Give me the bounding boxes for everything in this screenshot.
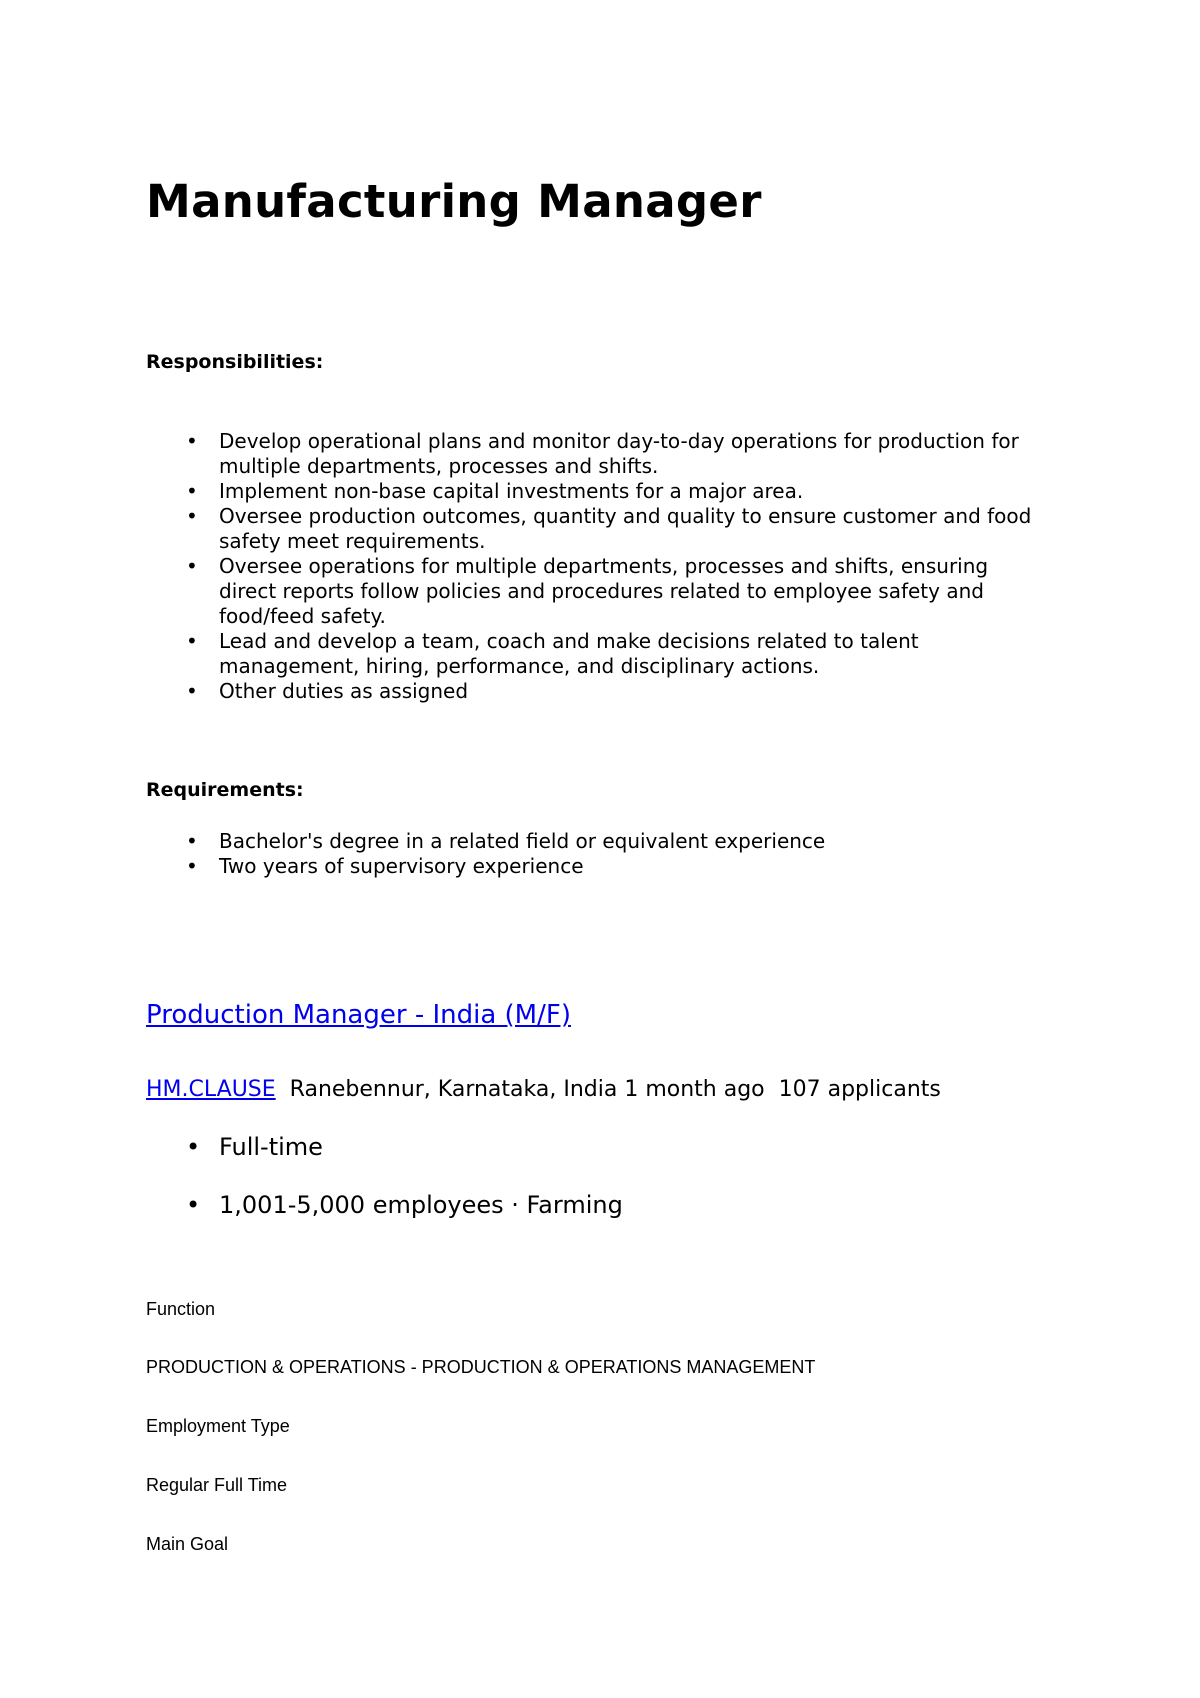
company-link[interactable]: HM.CLAUSE xyxy=(146,1077,276,1102)
responsibility-text: Lead and develop a team, coach and make decisions related to talent management, hiring, performance, and disciplinary actions. xyxy=(219,629,919,678)
job-title-link[interactable]: Production Manager - India (M/F) xyxy=(146,1000,571,1030)
bullet-icon: • xyxy=(186,554,198,578)
job-tag-item xyxy=(146,1189,623,1221)
responsibility-item xyxy=(146,629,1046,679)
responsibility-text: Oversee operations for multiple departments, processes and shifts, ensuring direct reports follow policies and procedures related to employee safety and food/feed safety. xyxy=(219,554,989,628)
function-label: Function xyxy=(146,1299,216,1319)
bullet-icon: • xyxy=(186,479,198,503)
bullet-icon: • xyxy=(186,854,198,878)
job-tags-list xyxy=(146,1131,623,1247)
job-applicants-count: 107 applicants xyxy=(778,1077,941,1102)
job-posted-time: 1 month ago xyxy=(624,1077,765,1102)
job-tag-item xyxy=(146,1131,623,1163)
job-tag-text: Full-time xyxy=(219,1133,323,1161)
bullet-icon: • xyxy=(186,1133,201,1161)
responsibility-item xyxy=(146,479,1046,504)
responsibilities-list xyxy=(146,429,1046,704)
bullet-icon: • xyxy=(186,629,198,653)
employment-type-value: Regular Full Time xyxy=(146,1475,288,1495)
main-goal-label: Main Goal xyxy=(146,1534,229,1554)
requirements-heading: Requirements: xyxy=(146,779,304,801)
responsibility-item xyxy=(146,504,1046,554)
responsibility-text: Other duties as assigned xyxy=(219,679,469,703)
responsibility-text: Develop operational plans and monitor day-to-day operations for production for multiple departments, processes and shifts. xyxy=(219,429,1019,478)
responsibility-text: Oversee production outcomes, quantity and quality to ensure customer and food safety meet requirements. xyxy=(219,504,1032,553)
requirement-item xyxy=(146,854,1046,879)
bullet-icon: • xyxy=(186,504,198,528)
responsibilities-heading: Responsibilities: xyxy=(146,351,324,373)
bullet-icon: • xyxy=(186,429,198,453)
requirement-text: Two years of supervisory experience xyxy=(219,854,584,878)
function-value: PRODUCTION & OPERATIONS - PRODUCTION & OPERATIONS MANAGEMENT xyxy=(146,1357,816,1377)
bullet-icon: • xyxy=(186,829,198,853)
bullet-icon: • xyxy=(186,1191,201,1219)
responsibility-item xyxy=(146,554,1046,629)
job-tag-text: 1,001-5,000 employees · Farming xyxy=(219,1191,623,1219)
page-title: Manufacturing Manager xyxy=(146,175,762,228)
requirement-text: Bachelor's degree in a related field or equivalent experience xyxy=(219,829,826,853)
responsibility-text: Implement non-base capital investments for a major area. xyxy=(219,479,804,503)
requirements-list xyxy=(146,829,1046,879)
responsibility-item xyxy=(146,679,1046,704)
job-location: Ranebennur, Karnataka, India xyxy=(289,1077,618,1102)
job-meta-line xyxy=(146,1076,941,1104)
responsibility-item xyxy=(146,429,1046,479)
requirement-item xyxy=(146,829,1046,854)
employment-type-label: Employment Type xyxy=(146,1416,290,1436)
bullet-icon: • xyxy=(186,679,198,703)
